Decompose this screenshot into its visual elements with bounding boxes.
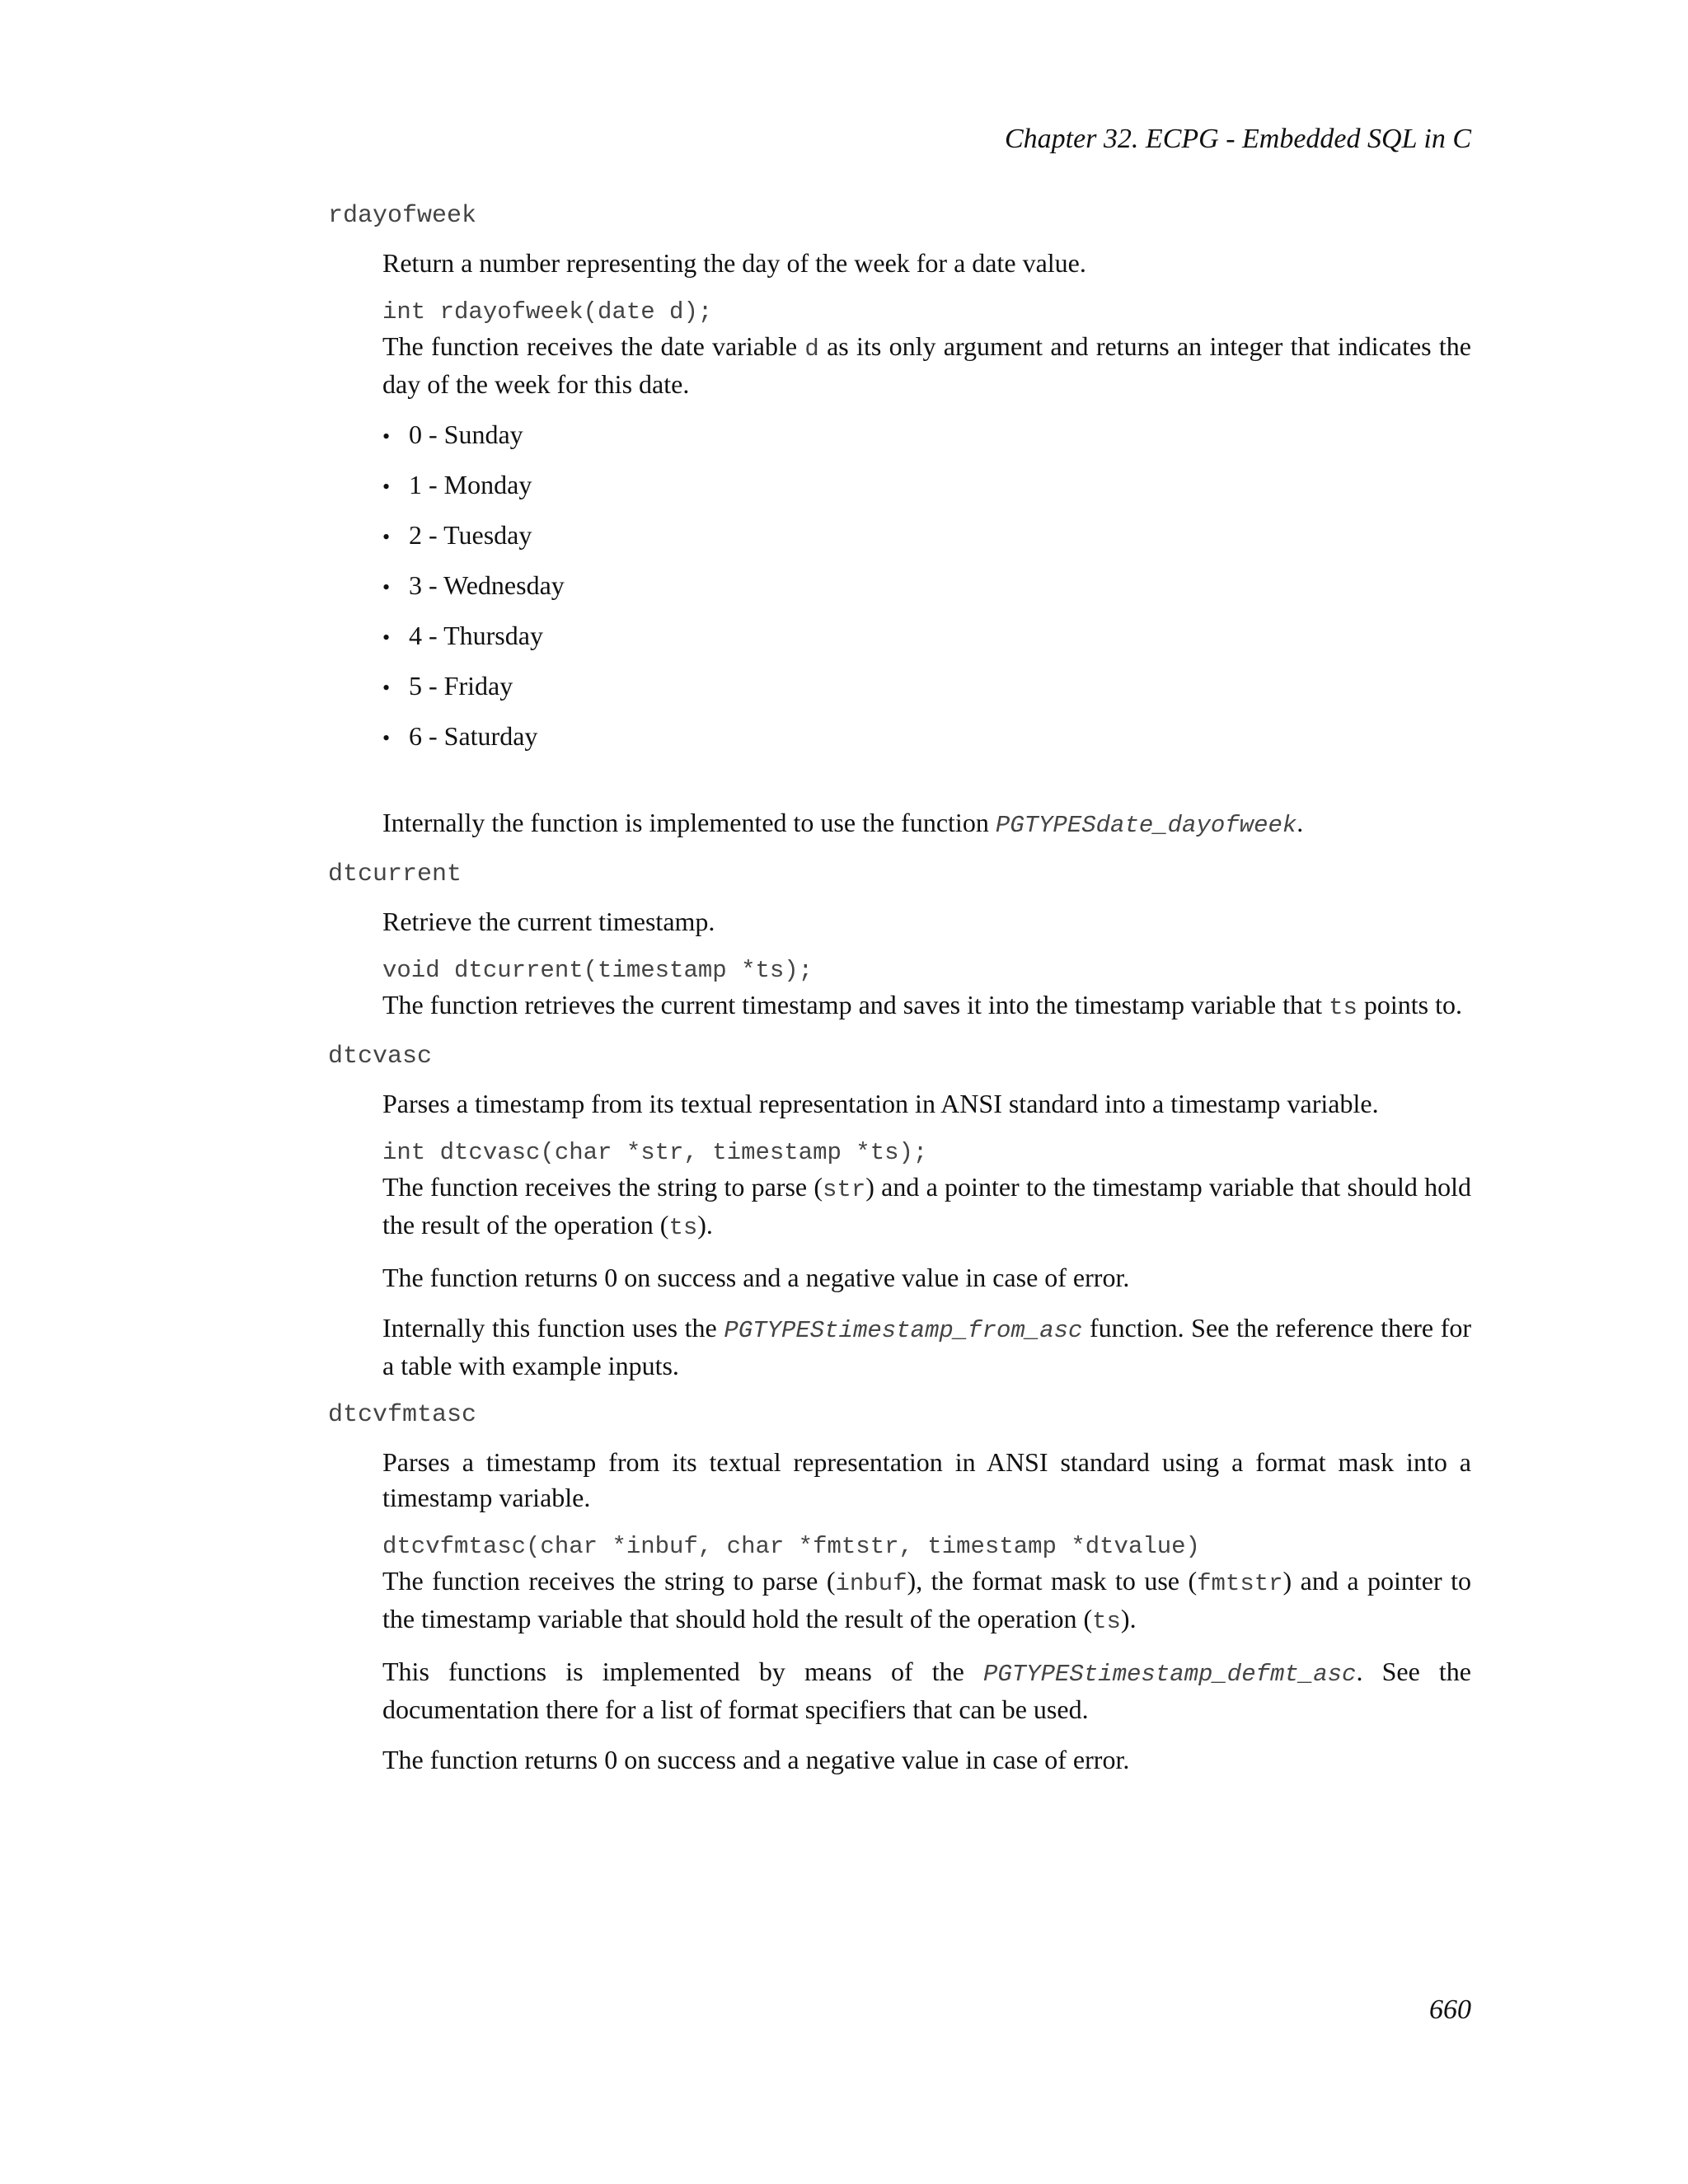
summary: Parses a timestamp from its textual representation in ANSI standard using a format mask into a timestamp variable. [382,1447,1471,1512]
implementation-note: Internally this function uses the PGTYPEStimestamp_from_asc function. See the reference there for a table with example inputs. [382,1313,1472,1380]
inline-code: inbuf [835,1570,907,1597]
summary: Parses a timestamp from its textual representation in ANSI standard into a timestamp variable. [382,1089,1379,1118]
bullet-icon: • [382,726,391,750]
inline-code: ts [668,1214,698,1241]
day-list [382,417,1471,756]
running-header: Chapter 32. ECPG - Embedded SQL in C [1004,124,1471,154]
entry-dtcvasc [382,1086,1471,1384]
return-note: The function returns 0 on success and a negative value in case of error. [382,1745,1130,1774]
return-note: The function returns 0 on success and a negative value in case of error. [382,1263,1130,1292]
inline-code: d [804,335,819,363]
function-synopsis: void dtcurrent(timestamp *ts); [382,957,814,984]
function-reference: PGTYPEStimestamp_defmt_asc [982,1661,1357,1688]
inline-code: fmtstr [1197,1570,1283,1597]
list-item: • 3 - Wednesday [382,568,1471,605]
term-dtcurrent: dtcurrent [328,860,462,888]
list-item: • 6 - Saturday [382,719,1471,756]
function-reference: PGTYPESdate_dayofweek [995,812,1297,839]
inline-code: ts [1329,994,1357,1021]
function-synopsis: int dtcvasc(char *str, timestamp *ts); [382,1139,928,1166]
implementation-note: Internally the function is implemented to use the function PGTYPESdate_dayofweek. [382,808,1304,839]
bullet-icon: • [382,424,391,448]
list-item: • 1 - Monday [382,467,1471,504]
list-item: • 5 - Friday [382,668,1471,705]
bullet-icon: • [382,525,391,549]
description: The function receives the string to parse (inbuf), the format mask to use (fmtstr) and a pointer to the timestamp variable that should hold the result of the operation (ts). [382,1566,1472,1635]
bullet-icon: • [382,475,391,499]
description: The function receives the date variable d as its only argument and returns an integer that indicates the day of the week for this date. [382,331,1472,399]
term-dtcvfmtasc: dtcvfmtasc [328,1401,477,1429]
description: The function receives the string to parse (str) and a pointer to the timestamp variable that should hold the result of the operation (ts). [382,1172,1472,1241]
term-dtcvasc: dtcvasc [328,1043,433,1071]
summary: Retrieve the current timestamp. [382,907,715,936]
inline-code: ts [1092,1608,1121,1635]
term-rdayofweek: rdayofweek [328,202,477,230]
summary: Return a number representing the day of the week for a date value. [382,248,1086,278]
implementation-note: This functions is implemented by means of the PGTYPEStimestamp_defmt_asc. See the documentation there for a list of format specifiers that can be used. [382,1657,1471,1724]
entry-rdayofweek [382,246,1471,843]
function-synopsis: int rdayofweek(date d); [382,298,713,326]
inline-code: str [823,1176,866,1203]
entry-dtcurrent [382,904,1471,1025]
function-synopsis: dtcvfmtasc(char *inbuf, char *fmtstr, timestamp *dtvalue) [382,1533,1200,1560]
list-item: • 4 - Thursday [382,618,1471,655]
bullet-icon: • [382,575,391,599]
page-number: 660 [1429,1994,1471,2025]
list-item: • 2 - Tuesday [382,518,1471,555]
entry-dtcvfmtasc [382,1445,1471,1778]
function-reference: PGTYPEStimestamp_from_asc [724,1317,1083,1344]
description: The function retrieves the current timestamp and saves it into the timestamp variable that ts points to. [382,990,1463,1021]
bullet-icon: • [382,676,391,700]
function-list [328,199,1471,1793]
bullet-icon: • [382,626,391,649]
list-item: • 0 - Sunday [382,417,1471,454]
